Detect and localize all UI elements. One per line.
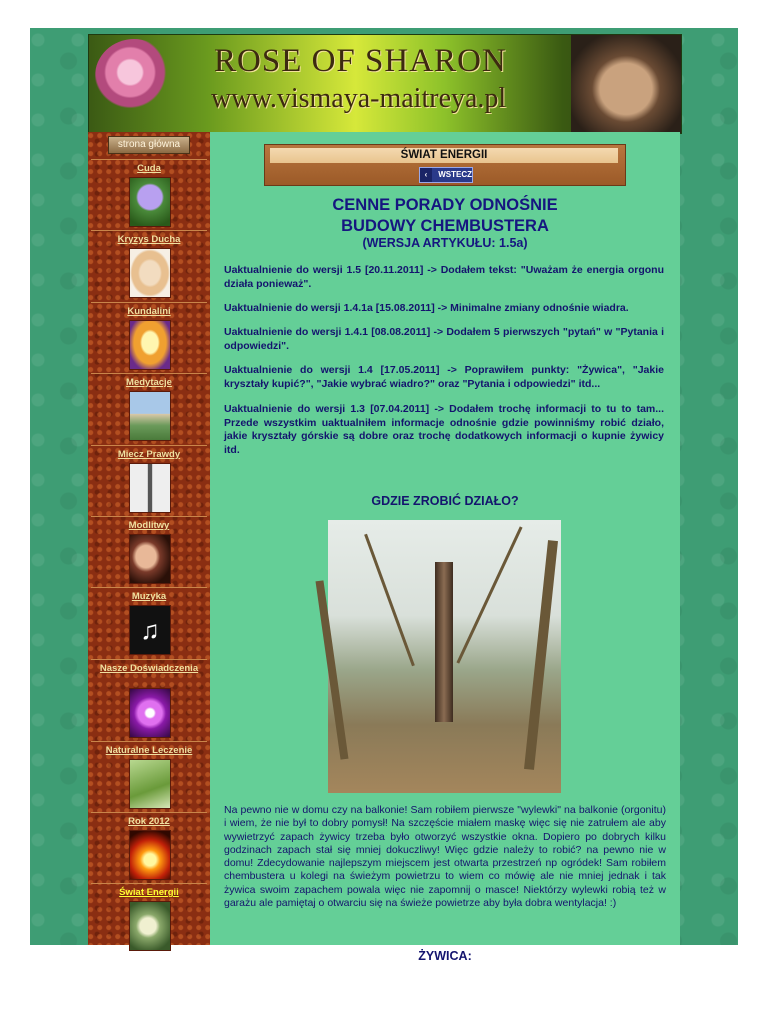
sidebar-item-muzyka[interactable] [91,587,207,656]
sidebar-item-miecz-prawdy[interactable] [91,445,207,514]
article-title [210,195,680,237]
article-title-line1: CENNE PORADY ODNOŚNIE [332,196,558,214]
sidebar-item-rok-2012[interactable] [91,812,207,881]
sidebar-item-cuda[interactable] [91,159,207,228]
banner-url: www.vismaya-maitreya.pl [211,83,507,114]
sidebar-item-label[interactable]: Medytacje [126,377,172,388]
energy-icon[interactable] [129,901,171,951]
chembuster-pipes [435,562,453,722]
banner-title: ROSE OF SHARON [214,43,507,79]
portrait-image [571,35,681,133]
back-button-label: WSTECZ [438,170,473,179]
section-header [264,144,626,186]
update-note: Uaktualnienie do wersji 1.5 [20.11.2011] -> Dodałem tekst: "Uważam że energia orgonu działa ponieważ". [224,264,664,290]
branch [364,534,415,667]
sidebar-item-label[interactable]: Cuda [137,163,161,174]
sidebar-item-label[interactable]: Świat Energii [119,887,179,898]
sidebar-item-label[interactable]: Muzyka [131,591,167,602]
sidebar-item-label[interactable]: Miecz Prawdy [117,449,181,460]
page-background [30,28,738,963]
back-button[interactable] [419,167,473,183]
herbs-icon[interactable] [129,759,171,809]
sidebar-item-naturalne-leczenie[interactable] [91,741,207,810]
section-subheading: GDZIE ZROBIĆ DZIAŁO? [371,494,519,508]
purple-flower-icon[interactable] [129,688,171,738]
sidebar-item-swiat-energii[interactable] [91,883,207,952]
site-banner[interactable] [88,34,682,134]
chembuster-photo [328,520,561,793]
praying-icon[interactable] [129,534,171,584]
butterfly-icon[interactable] [129,177,171,227]
rose-icon [95,39,173,113]
sidebar-item-medytacje[interactable] [91,373,207,442]
article-title-line2: BUDOWY CHEMBUSTERA [341,217,549,235]
figure-icon[interactable] [129,248,171,298]
article-body: Na pewno nie w domu czy na balkonie! Sam robiłem pierwsze "wylewki" na balkonie (orgonitu) i wiem, że nie był to dobry pomysł! Na szczęście miałem maskę więc się nie zatrułem ale aby wywietrzyć zapach żywicy trzeba było otworzyć wszystkie okna. Dopiero po dobrych kilku godzinach zapach stał się mniej dokuczliwy! Więc gdzie należy to robić? na pewno nie w domu! Zdecydowanie najlepszym miejscem jest otwarta przestrzeń np ogródek! Sam robiłem chembustera u kolegi na świeżym powietrzu to wiem co mówię ale nie mniej jednak i tak żywica swoim zapachem powala więc nie zapomnij o masce! Niektórzy wylewki robią też w garażu ale pamiętaj o otwarciu się na świeże powietrze aby była dobra wentylacja! :) [224,804,666,910]
chevron-left-icon: ‹ [420,168,432,182]
fire-icon[interactable] [129,830,171,880]
branch [456,526,522,663]
sidebar-nav [88,132,210,945]
sidebar-item-label[interactable]: Rok 2012 [128,816,170,827]
sidebar-item-label[interactable]: Kundalini [127,306,171,317]
tree-trunk [524,540,558,770]
light-figure-icon[interactable] [129,320,171,370]
sidebar-item-modlitwy[interactable] [91,516,207,585]
home-button[interactable]: strona główna [108,136,190,154]
sidebar-item-label[interactable]: Nasze Doświadczenia [99,663,199,674]
sidebar-item-label[interactable]: Naturalne Leczenie [105,745,193,756]
sidebar-item-kundalini[interactable] [91,302,207,371]
update-note: Uaktualnienie do wersji 1.4.1 [08.08.2011] -> Dodałem 5 pierwszych "pytań" w "Pytania i odpowiedzi". [224,326,664,352]
main-area [88,132,680,963]
sidebar-item-nasze-doswiadczenia[interactable] [91,659,207,728]
music-notes-icon[interactable]: ♫ [129,605,171,655]
update-note: Uaktualnienie do wersji 1.4.1a [15.08.2011] -> Minimalne zmiany odnośnie wiadra. [224,302,629,314]
update-note: Uaktualnienie do wersji 1.4 [17.05.2011] -> Poprawiłem punkty: "Żywica", "Jakie kryształy kupić?", "Jakie wybrać wiadro?" oraz "Pytania i odpowiedzi" itd... [224,364,664,390]
next-heading: ŻYWICA: [418,949,472,963]
section-title: ŚWIAT ENERGII [270,148,618,163]
sidebar-item-kryzys-ducha[interactable] [91,230,207,299]
sword-icon[interactable] [129,463,171,513]
article-version: (WERSJA ARTYKUŁU: 1.5a) [362,236,528,250]
update-note: Uaktualnienie do wersji 1.3 [07.04.2011] -> Dodałem trochę informacji to tu to tam... Przede wszystkim uaktualniłem informacje odnośnie gdzie powinniśmy robić działo, jakie kryształy górskie są dobre oraz trochę dodatkowych informacji o kupnie żywicy itd. [224,403,664,456]
sidebar-item-label[interactable]: Kryzys Ducha [117,234,181,245]
tree-trunk [316,580,349,759]
sidebar-item-label[interactable]: Modlitwy [128,520,170,531]
meditation-icon[interactable] [129,391,171,441]
article-content [210,132,680,963]
